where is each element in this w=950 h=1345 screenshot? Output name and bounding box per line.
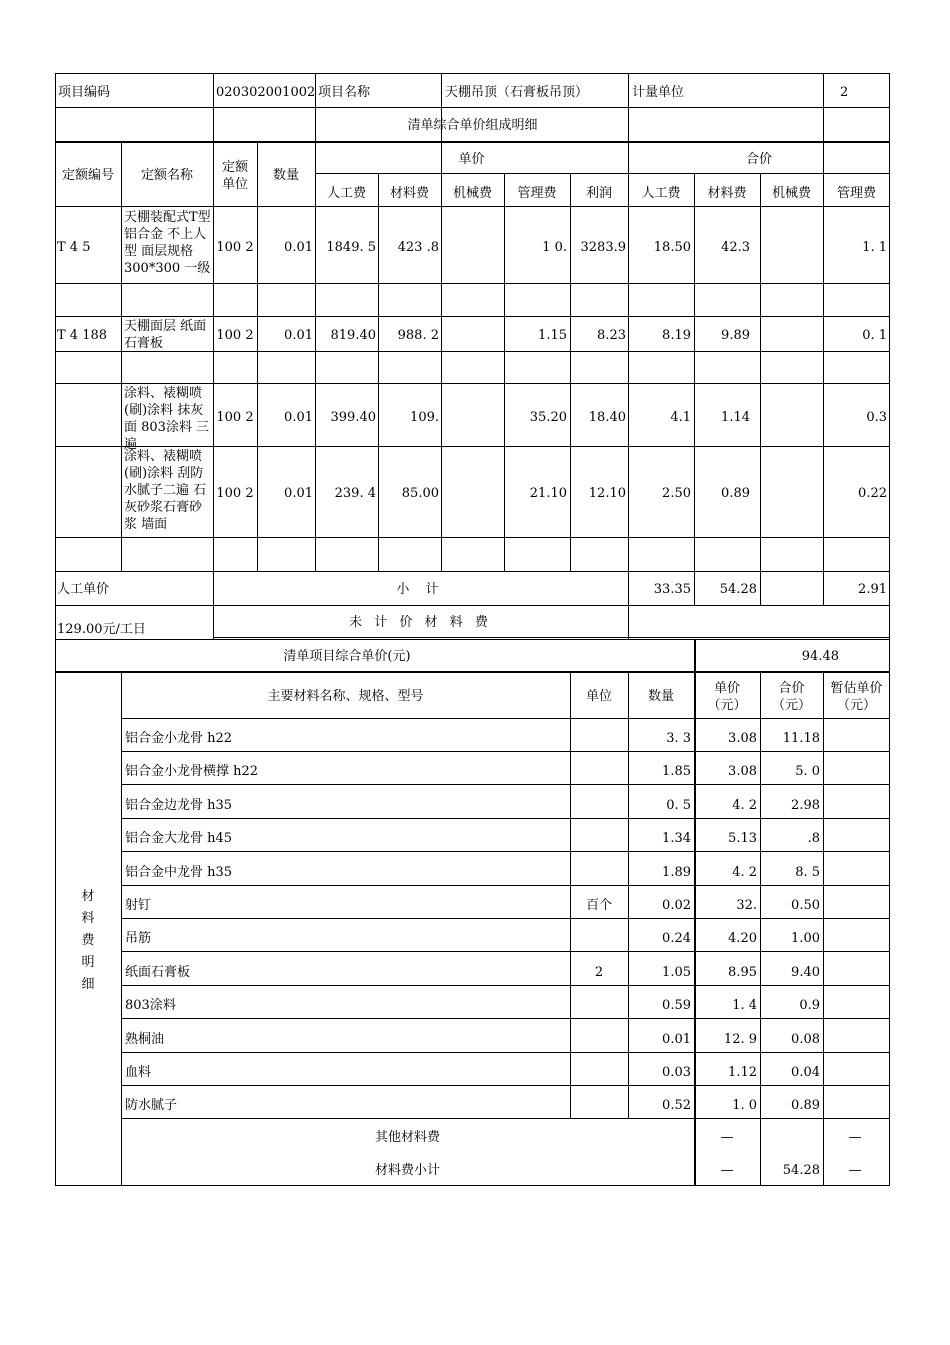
item-code-value: 020302001002 (216, 85, 316, 100)
material-name: 防水腻子 (125, 1098, 178, 1113)
total-material: 42.3 (721, 240, 750, 255)
material-qty: 0.52 (662, 1098, 691, 1113)
total-mgmt: 1. 1 (862, 240, 887, 255)
material-qty: 1.89 (662, 865, 691, 880)
total-labor: 4.1 (670, 410, 691, 425)
grid-hline (121, 751, 890, 752)
grid-vline (504, 173, 505, 571)
grid-vline (570, 173, 571, 571)
material-price: 4.20 (728, 931, 757, 946)
quota-qty: 0.01 (284, 486, 313, 501)
grid-vline (213, 73, 214, 639)
material-price: 32. (736, 898, 757, 913)
grid-hline (121, 985, 890, 986)
quota-qty: 0.01 (284, 328, 313, 343)
unit-material: 423 .8 (397, 240, 439, 255)
material-subtotal-label: 材料费小计 (374, 1163, 440, 1178)
unit-material: 109. (410, 410, 439, 425)
material-total: 0.04 (791, 1065, 820, 1080)
mat-col-total: 合价 （元） (771, 681, 811, 713)
grid-hline (55, 107, 890, 108)
grid-hline (55, 446, 890, 447)
material-total: 0.89 (791, 1098, 820, 1113)
material-price: 3.08 (728, 764, 757, 779)
grid-hline (55, 73, 890, 74)
item-code-label: 项目编码 (58, 85, 111, 100)
material-section-label: 材料费明细 (81, 889, 95, 992)
section-title: 清单综合单价组成明细 (407, 118, 538, 133)
other-material-price: — (720, 1130, 734, 1145)
grid-vline (55, 73, 56, 1185)
total-material: 0.89 (721, 486, 750, 501)
material-unit: 2 (594, 965, 604, 980)
col-machine-total: 机械费 (771, 186, 811, 201)
subtotal-material: 54.28 (719, 582, 757, 597)
total-labor: 2.50 (662, 486, 691, 501)
item-name-value: 天棚吊顶（石膏板吊顶） (445, 85, 589, 100)
unit-labor: 239. 4 (334, 486, 376, 501)
material-total: 2.98 (791, 798, 820, 813)
unit-mgmt: 1 0. (542, 240, 567, 255)
grid-hline (121, 818, 890, 819)
grid-hline (121, 851, 890, 852)
material-qty: 0. 5 (666, 798, 691, 813)
material-total: 11.18 (782, 731, 820, 746)
grid-hline (55, 141, 890, 143)
grid-hline (121, 1118, 890, 1119)
col-quota-code: 定额编号 (61, 168, 114, 183)
total-mgmt: 0.22 (858, 486, 887, 501)
material-name: 血料 (125, 1065, 152, 1080)
material-subtotal-price: — (720, 1163, 734, 1178)
col-quota-unit: 定额 单位 (221, 160, 248, 192)
item-name-label: 项目名称 (318, 85, 371, 100)
grid-vline (823, 671, 824, 1185)
col-quota-name: 定额名称 (140, 168, 193, 183)
material-qty: 0.59 (662, 998, 691, 1013)
total-labor: 18.50 (653, 240, 691, 255)
material-price: 3.08 (728, 731, 757, 746)
measure-unit-value: 2 (840, 85, 849, 100)
unit-material: 85.00 (401, 486, 439, 501)
material-unit: 百个 (585, 898, 612, 913)
grid-vline (378, 173, 379, 571)
quota-unit: 100 2 (216, 240, 254, 255)
unit-profit: 3283.9 (580, 240, 626, 255)
grid-hline (121, 951, 890, 952)
unpriced-material-label: 未 计 价 材 料 费 (349, 615, 492, 630)
labor-rate-label: 人工单价 (57, 582, 110, 597)
col-material: 材料费 (389, 186, 429, 201)
grid-hline (55, 571, 890, 572)
grid-hline (55, 383, 890, 384)
material-total: 0.9 (799, 998, 820, 1013)
material-qty: 0.24 (662, 931, 691, 946)
unit-profit: 12.10 (588, 486, 626, 501)
grid-hline (55, 1185, 890, 1186)
subtotal-label: 小 计 (396, 582, 445, 597)
total-mgmt: 0.3 (866, 410, 887, 425)
quota-qty: 0.01 (284, 240, 313, 255)
grid-hline (121, 1018, 890, 1019)
subtotal-labor: 33.35 (653, 582, 691, 597)
material-price: 4. 2 (732, 865, 757, 880)
col-labor-total: 人工费 (641, 186, 681, 201)
total-material: 1.14 (721, 410, 750, 425)
col-material-total: 材料费 (707, 186, 747, 201)
material-qty: 1.85 (662, 764, 691, 779)
col-profit: 利润 (585, 186, 612, 201)
quota-code: T 4 5 (57, 240, 91, 255)
quota-unit: 100 2 (216, 410, 254, 425)
material-price: 4. 2 (732, 798, 757, 813)
material-price: 12. 9 (723, 1032, 757, 1047)
col-mgmt: 管理费 (517, 186, 557, 201)
mat-col-name: 主要材料名称、规格、型号 (267, 689, 424, 704)
grid-vline (889, 73, 890, 1185)
material-qty: 0.03 (662, 1065, 691, 1080)
material-name: 铝合金大龙骨 h45 (125, 831, 233, 846)
material-total: 0.08 (791, 1032, 820, 1047)
unit-mgmt: 1.15 (538, 328, 567, 343)
material-price: 1. 0 (732, 1098, 757, 1113)
grid-vline (121, 141, 122, 571)
material-total: 0.50 (791, 898, 820, 913)
grid-hline (55, 537, 890, 538)
unit-profit: 18.40 (588, 410, 626, 425)
quota-code: T 4 188 (57, 328, 108, 343)
grid-hline (55, 605, 890, 606)
material-name: 熟桐油 (125, 1032, 165, 1047)
material-subtotal-total: 54.28 (782, 1163, 820, 1178)
material-total: 5. 0 (795, 764, 820, 779)
material-name: 铝合金边龙骨 h35 (125, 798, 233, 813)
material-qty: 1.05 (662, 965, 691, 980)
material-total: 9.40 (791, 965, 820, 980)
grid-hline (55, 639, 890, 640)
quota-name: 涂料、裱糊喷(刷)涂料 刮防水腻子二遍 石灰砂浆石膏砂浆 墙面 (124, 449, 207, 532)
material-total: .8 (807, 831, 820, 846)
material-total: 8. 5 (795, 865, 820, 880)
other-material-label: 其他材料费 (374, 1130, 440, 1145)
material-price: 1. 4 (732, 998, 757, 1013)
material-name: 吊筋 (125, 931, 152, 946)
grid-hline (55, 316, 890, 317)
grid-vline (441, 73, 442, 571)
quota-name: 涂料、裱糊喷(刷)涂料 抹灰面 803涂料 三遍 (124, 386, 210, 452)
material-price: 8.95 (728, 965, 757, 980)
grid-hline (121, 718, 890, 719)
labor-rate-value: 129.00元/工日 (57, 622, 146, 637)
unit-material: 988. 2 (397, 328, 439, 343)
col-unit-price: 单价 (458, 152, 485, 167)
material-qty: 1.34 (662, 831, 691, 846)
material-name: 803涂料 (125, 998, 176, 1013)
quota-qty: 0.01 (284, 410, 313, 425)
unit-profit: 8.23 (597, 328, 626, 343)
grid-hline (213, 637, 890, 638)
material-total: 1.00 (791, 931, 820, 946)
material-qty: 0.01 (662, 1032, 691, 1047)
total-labor: 8.19 (662, 328, 691, 343)
material-qty: 0.02 (662, 898, 691, 913)
material-name: 射钉 (125, 898, 152, 913)
quota-name: 天棚装配式T型铝合金 不上人型 面层规格300*300 一级 (124, 210, 211, 276)
mat-col-qty: 数量 (647, 689, 674, 704)
measure-unit-label: 计量单位 (632, 85, 685, 100)
grid-hline (121, 885, 890, 886)
col-mgmt-total: 管理费 (836, 186, 876, 201)
material-subtotal-est: — (848, 1163, 862, 1178)
grid-hline (121, 918, 890, 919)
grid-hline (55, 671, 890, 673)
total-mgmt: 0. 1 (862, 328, 887, 343)
col-quantity: 数量 (272, 168, 299, 183)
grid-hline (315, 173, 890, 174)
unit-labor: 1849. 5 (326, 240, 376, 255)
subtotal-mgmt: 2.91 (858, 582, 887, 597)
material-price: 1.12 (728, 1065, 757, 1080)
unit-labor: 399.40 (330, 410, 376, 425)
composite-price-label: 清单项目综合单价(元) (283, 649, 411, 664)
mat-col-est-price: 暂估单价 （元） (830, 681, 883, 713)
grid-vline (760, 173, 761, 605)
unit-mgmt: 21.10 (529, 486, 567, 501)
quota-unit: 100 2 (216, 328, 254, 343)
material-name: 铝合金小龙骨 h22 (125, 731, 233, 746)
grid-hline (55, 206, 890, 207)
unit-mgmt: 35.20 (529, 410, 567, 425)
total-material: 9.89 (721, 328, 750, 343)
mat-col-price: 单价 （元） (707, 681, 747, 713)
grid-hline (121, 1085, 890, 1086)
quota-name: 天棚面层 纸面石膏板 (124, 319, 207, 351)
quota-unit: 100 2 (216, 486, 254, 501)
material-name: 纸面石膏板 (125, 965, 191, 980)
material-qty: 3. 3 (666, 731, 691, 746)
grid-hline (121, 784, 890, 785)
col-labor: 人工费 (326, 186, 366, 201)
grid-hline (121, 1052, 890, 1053)
material-name: 铝合金中龙骨 h35 (125, 865, 233, 880)
grid-vline (257, 141, 258, 571)
col-total-price: 合价 (745, 152, 772, 167)
other-material-est: — (848, 1130, 862, 1145)
mat-col-unit: 单位 (585, 689, 612, 704)
material-name: 铝合金小龙骨横撑 h22 (125, 764, 259, 779)
unit-labor: 819.40 (330, 328, 376, 343)
grid-vline (121, 671, 122, 1185)
col-machine: 机械费 (452, 186, 492, 201)
grid-vline (694, 173, 695, 605)
composite-price-value: 94.48 (801, 649, 839, 664)
material-price: 5.13 (728, 831, 757, 846)
grid-vline (570, 671, 571, 1118)
